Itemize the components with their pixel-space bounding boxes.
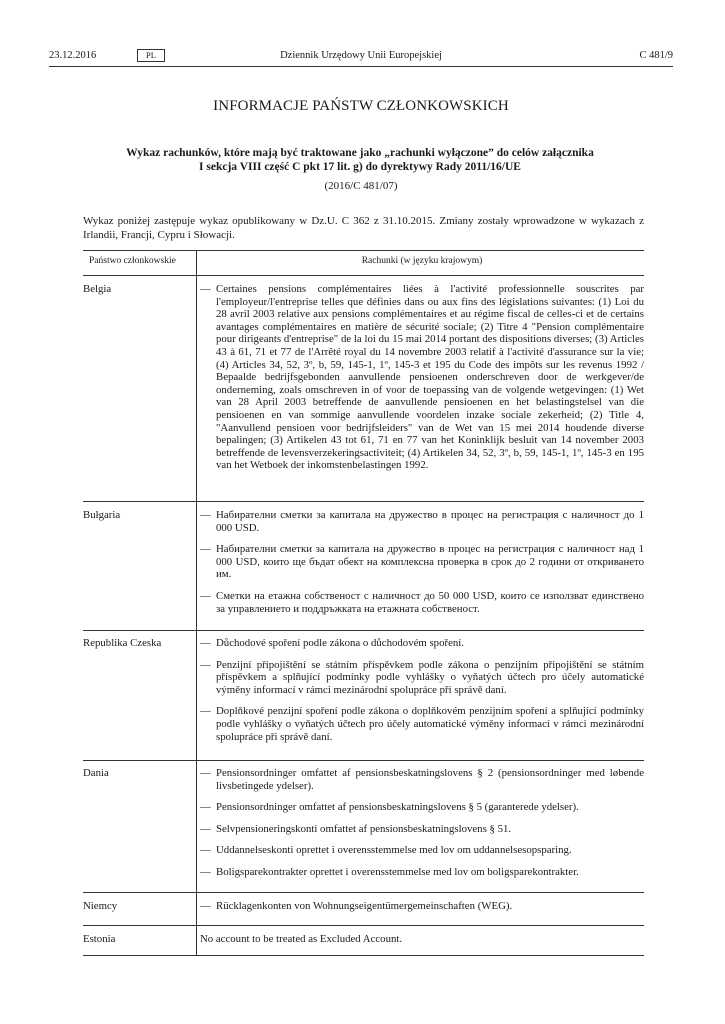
dash-marker: — xyxy=(200,509,211,521)
list-item: — Selvpensioneringskonti omfattet af pensionsbeskatningslovens § 51. xyxy=(200,822,512,835)
list-item: — Doplňkové penzijní spoření podle zákona o doplňkovém penzijním spoření a splňující podmínky podle vyhlášky o vyňatých účtech pro účely automatické výměny informací v rámci mezinárodní spolupráce při správě daní. xyxy=(200,705,644,743)
country-estonia: Estonia xyxy=(83,933,116,945)
publication-date: 23.12.2016 xyxy=(49,50,97,61)
accounts-niemcy xyxy=(200,900,644,922)
list-item: — Набирателни сметки за капитала на дружество в процес на регистрация с наличност над 1 000 USD, които ще бъдат обект на комплексна проверка в срок до 2 години от откриването им. xyxy=(200,543,644,581)
document-title-line-1: Wykaz rachunków, które mają być traktowane jako „rachunki wyłączone” do celów załącznika xyxy=(126,147,594,159)
dash-marker: — xyxy=(200,658,211,671)
list-item: — Penzijní připojištění se státním příspěvkem podle zákona o penzijním připojištění se státním příspěvkem a splňující podmínky podle vyhlášky o vyňatých účtech pro účely automatické výměny informací v rámci mezinárodní spolupráce při správě daní. xyxy=(200,658,644,696)
dash-marker: — xyxy=(200,705,211,718)
section-title: INFORMACJE PAŃSTW CZŁONKOWSKICH xyxy=(213,98,509,114)
row-rule xyxy=(83,760,644,761)
page-reference: C 481/9 xyxy=(639,50,673,61)
header-divider xyxy=(49,66,673,67)
dash-marker: — xyxy=(200,801,211,814)
column-header-accounts: Rachunki (w języku krajowym) xyxy=(361,256,483,266)
accounts-bulgaria xyxy=(200,509,644,624)
dash-marker: — xyxy=(200,822,211,835)
document-title-line-2: I sekcja VIII część C pkt 17 lit. g) do dyrektywy Rady 2011/16/UE xyxy=(199,161,521,173)
list-item: — Boligsparekontrakter oprettet i overensstemmelse med lov om boligsparekontrakter. xyxy=(200,865,579,878)
journal-name: Dziennik Urzędowy Unii Europejskiej xyxy=(280,50,442,61)
accounts-dania xyxy=(200,767,644,888)
dash-marker: — xyxy=(200,589,211,602)
list-item: — Rücklagenkonten von Wohnungseigentümergemeinschaften (WEG). xyxy=(200,900,513,912)
list-item: — Uddannelseskonti oprettet i overensstemmelse med lov om uddannelsesopsparing. xyxy=(200,844,572,857)
dash-marker: — xyxy=(200,865,211,878)
country-dania: Dania xyxy=(83,767,109,779)
language-badge: PL xyxy=(137,49,165,62)
dash-marker: — xyxy=(200,543,211,556)
column-divider xyxy=(196,250,197,956)
accounts-republika-czeska xyxy=(200,637,644,752)
list-item: — Pensionsordninger omfattet af pensionsbeskatningslovens § 2 (pensionsordninger med løbende livsbetingede ydelser). xyxy=(200,767,644,792)
table-bottom-rule xyxy=(83,955,644,956)
list-item: — Набирателни сметки за капитала на дружество в процес на регистрация с наличност до 1 000 USD. xyxy=(200,509,644,534)
row-rule xyxy=(83,925,644,926)
document-reference: (2016/C 481/07) xyxy=(324,180,398,192)
list-item: — Důchodové spoření podle zákona o důchodovém spoření. xyxy=(200,637,464,649)
dash-marker: — xyxy=(200,283,211,295)
country-belgia: Belgia xyxy=(83,283,112,295)
list-item: — Certaines pensions complémentaires liées à l'activité professionnelle souscrites par l'employeur/l'entreprise telles que définies dans ou aux fins des législations suivantes: (1) Loi du 28 avril 2003 relative aux pensions complémentaires et au régime fiscal de celles-ci et de certains avantages complémentaires en matière de sécurité sociale; (2) Titre 4 "Pension complémentaire pour dirigeants d'entreprise" de la loi du 15 mai 2014 portant des dispositions diverses; (3) Articles 43 à 61, 71 et 77 de l'Arrêté royal du 14 novembre 2003 relatif à l'activité d'assurance sur la vie; (4) Articles 34, 52, 3º, b, 59, 145-1, 1º, 145-3 et 195 du Code des impôts sur les revenus 1992 / Bepaalde bedrijfsgebonden aanvullende pensioenen onderschreven door de werkgever/de onderneming, zoals omschreven in of voor de toepassing van de volgende wetgevingen: (1) Wet van 28 April 2003 betreffende de aanvullende pensioenen en het belastingstelsel van die pensioenen en van sommige aanvullende voordelen inzake sociale zekerheid; (2) Title 4, "Aanvullend pensioen voor bedrijfsleiders" van de Wet van 15 mei 2014 houdende diverse bepalingen; (3) Artikelen 43 tot 61, 71 en 77 van het Koninklijk besluit van 14 november 2003 betreffende de levensverzekeringsactiviteit; (4) Artikelen 34, 52, 3º, b, 59, 145-1, 1º, 145-3 en 195 van het Wetboek der inkomstenbelastingen 1992. xyxy=(200,283,644,472)
row-rule xyxy=(83,892,644,893)
country-niemcy: Niemcy xyxy=(83,900,118,912)
list-item: — Pensionsordninger omfattet af pensionsbeskatningslovens § 5 (garanterede ydelser). xyxy=(200,801,579,814)
country-republika-czeska: Republika Czeska xyxy=(83,637,162,649)
table-top-rule xyxy=(83,250,644,251)
running-header xyxy=(49,46,673,66)
accounts-belgia xyxy=(200,283,644,481)
dash-marker: — xyxy=(200,637,211,649)
intro-paragraph: Wykaz poniżej zastępuje wykaz opublikowany w Dz.U. C 362 z 31.10.2015. Zmiany zostały wprowadzone w wykazach z Irlandii, Francji, Cypru i Słowacji. xyxy=(83,215,644,241)
dash-marker: — xyxy=(200,900,211,912)
list-item: — Сметки на етажна собственост с наличност до 50 000 USD, които се използват единствено за управлението и поддръжката на етажната собственост. xyxy=(200,589,644,615)
document-title xyxy=(100,146,620,174)
header-bottom-rule xyxy=(83,275,644,276)
accounts-table xyxy=(83,250,644,956)
dash-marker: — xyxy=(200,844,211,857)
row-rule xyxy=(83,501,644,502)
dash-marker: — xyxy=(200,767,211,779)
row-rule xyxy=(83,630,644,631)
accounts-estonia: No account to be treated as Excluded Account. xyxy=(200,933,403,945)
column-header-country: Państwo członkowskie xyxy=(89,256,176,266)
country-bulgaria: Bułgaria xyxy=(83,509,121,521)
